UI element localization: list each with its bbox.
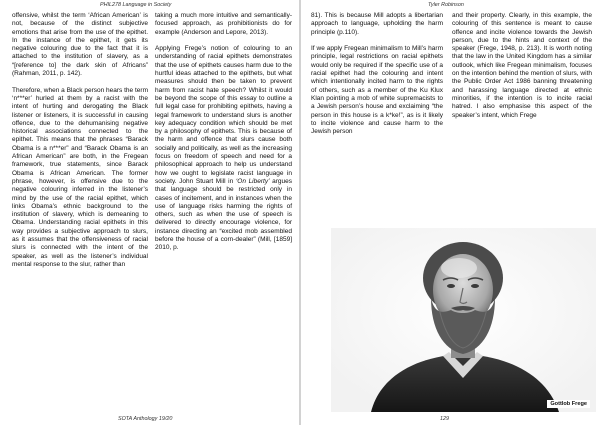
paragraph: and their property. Clearly, in this example, the colouring of this sentence is meant to cause offence and incite violence towards the Jewish person, due to the hints and context of the speaker (Frege, 1948, p. 213). It is worth noting that the law in the United Kingdom has a similar outlook, which like Fregean minimalism, focuses on the intention behind the mention of slurs, with the Public Order Act 1986 banning threatening and harassing language directed at ethnic minorities, if the intention is to incite racial hatred. I also emphasise this aspect of the speaker’s intent, which Frege	[452, 12, 592, 119]
text-run: argues that language should be restricted only in cases of incitement, and in instances when the use of language risks harming the rights of others, such as when the use of speech is delivered to directly encourage violence, for instance directing an “excited mob assembled before the house of a corn-dealer” (Mill, [1859] 2010, p.	[155, 177, 293, 252]
frege-portrait	[331, 228, 596, 412]
right-running-foot: 129	[440, 416, 449, 422]
portrait-image	[331, 228, 596, 412]
paragraph: Therefore, when a Black person hears the term ‘n***er’ hurled at them by a racist with the intent of hurting and derogating the Black listener or listeners, it is successful in causing offence, due to the dehumanising negative historical associations connected to the epithet. This means that the phrases “Barack Obama is a n***er” and “Barack Obama is an African American” are both, in the Fregean framework, true statements, since Barack Obama is African American. The former phrase, however, is offensive due to the negative colouring inferred in the listener’s mind by the use of the racial epithet, which links Obama’s ethnic background to the institution of slavery, which is demeaning to Obama. Understanding racial epithets in this way provides a subjective approach to slurs, as it assumes that the offensiveness of racial slurs is connected with the intent of the speaker, as well as the listener’s individual mental response to the slur, rather than	[12, 86, 148, 268]
paragraph	[155, 45, 292, 252]
paragraph: offensive, whilst the term ‘African American’ is not, because of the distinct subjective emotions that arise from the use of the epithet. In the instance of the epithet, it gets its negative colouring due to the fact that it is attached to the institution of slavery, as a “[reference to] the dark skin of Africans” (Rahman, 2011, p. 142).	[12, 12, 148, 78]
paragraph: If we apply Fregean minimalism to Mill’s harm principle, legal restrictions on racial epithets would only be required if the specific use of a racial epithet had the colouring and intent which intentionally incited harm to the rights of others, such as a member of the Ku Klux Klan pointing a mob of white supremacists to a Jewish person’s house and exclaiming “the person in this house is a k*ke!”, as is it likely to incite violence and cause harm to the Jewish person	[311, 45, 443, 136]
right-column-1	[311, 12, 443, 145]
paragraph: 81). This is because Mill adopts a libertarian approach to language, upholding the harm principle (p.110).	[311, 12, 443, 36]
right-running-head: Tyler Robinson	[428, 2, 464, 8]
portrait-caption: Gottlob Frege	[547, 400, 590, 408]
book-title: ‘On Liberty’	[235, 177, 270, 185]
left-running-head: PHIL278 Language in Society	[100, 2, 172, 8]
text-run: Applying Frege’s notion of colouring to an understanding of racial epithets demonstrates that the use of epithets causes harm due to the hurtful ideas attached to the epithets, but what measures should then be taken to prevent harm from racist hate speech? Whilst it would be beyond the scope of this essay to outline a full legal case for prohibiting epithets, having a legal framework to understand slurs is another key adequacy condition which should be met by a philosophy of epithets. This is because of the harm and offence that slurs cause both socially and politically, as well as the increasing focus on freedom of speech and need for a philosophical approach to help us understand how we ought to legislate racist language in society. John Stuart Mill in	[155, 45, 292, 185]
left-column-1	[12, 12, 148, 278]
paragraph: taking a much more intuitive and semantically-focused approach, as prohibitionists do for example (Anderson and Lepore, 2013).	[155, 12, 292, 36]
left-running-foot: SOTA Anthology 19/20	[118, 416, 173, 422]
left-column-2	[155, 12, 292, 261]
right-column-2	[452, 12, 592, 128]
